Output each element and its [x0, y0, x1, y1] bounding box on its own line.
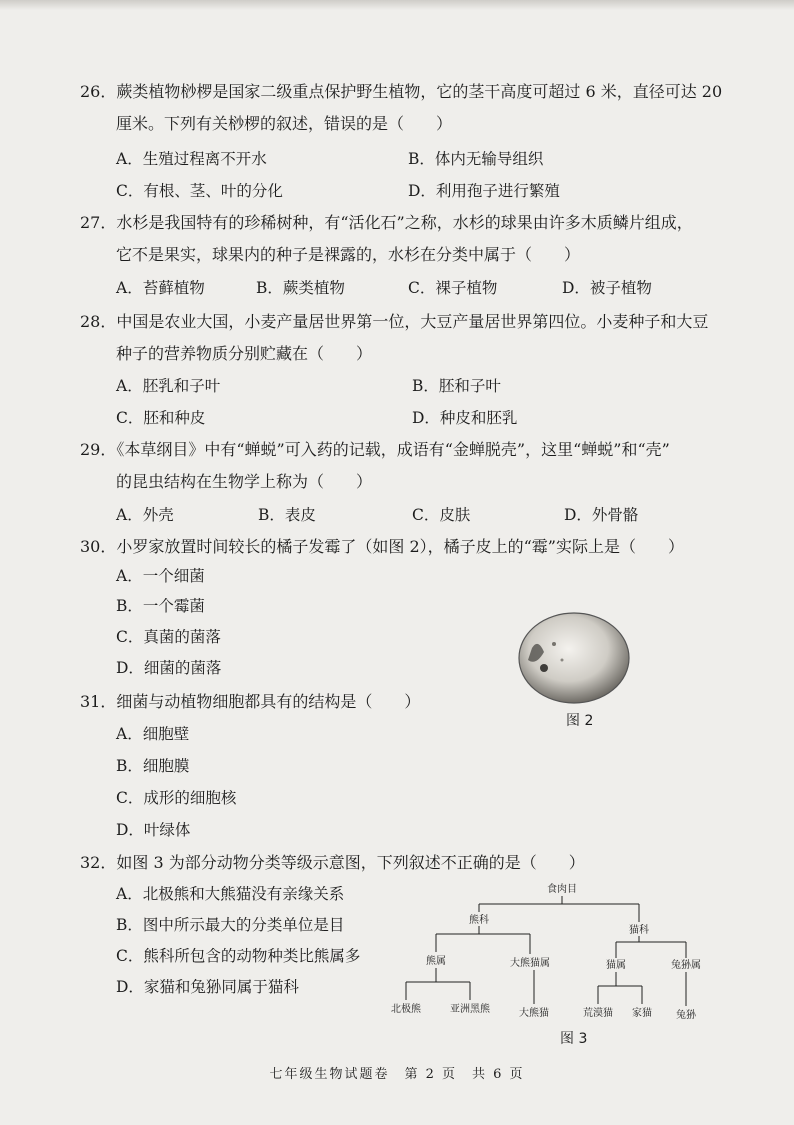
question-30-option-b: B．一个霉菌 [116, 597, 205, 615]
tree-species-asian-black-bear: 亚洲黑熊 [450, 1004, 490, 1015]
figure-3-classification-tree [384, 878, 714, 1030]
tree-species-desert-cat: 荒漠猫 [583, 1008, 613, 1019]
question-31-line-1: 31．细菌与动植物细胞都具有的结构是（ ） [80, 692, 421, 711]
question-27-option-d: D．被子植物 [562, 279, 652, 297]
question-30-option-c: C．真菌的菌落 [116, 628, 221, 646]
question-28-option-b: B．胚和子叶 [412, 377, 501, 395]
figure-3-caption: 图 3 [560, 1031, 588, 1047]
question-32-option-a: A．北极熊和大熊猫没有亲缘关系 [116, 885, 345, 903]
tree-family-bear: 熊科 [469, 915, 489, 926]
question-32-option-b: B．图中所示最大的分类单位是目 [116, 916, 345, 934]
tree-genus-cat: 猫属 [606, 960, 626, 971]
question-26-option-b: B．体内无输导组织 [408, 150, 544, 168]
question-32-line-1: 32．如图 3 为部分动物分类等级示意图，下列叙述不正确的是（ ） [80, 853, 585, 872]
scan-edge-shadow [0, 0, 794, 10]
question-26-option-a: A．生殖过程离不开水 [116, 150, 267, 168]
question-28-line-2: 种子的营养物质分别贮藏在（ ） [116, 344, 373, 363]
question-29-option-a: A．外壳 [116, 506, 174, 524]
question-26-option-d: D．利用孢子进行繁殖 [408, 182, 560, 200]
question-30-option-d: D．细菌的菌落 [116, 659, 222, 677]
question-29-option-b: B．表皮 [258, 506, 316, 524]
tree-family-cat: 猫科 [629, 925, 649, 936]
tree-species-polar-bear: 北极熊 [391, 1004, 421, 1015]
question-30-line-1: 30．小罗家放置时间较长的橘子发霉了（如图 2），橘子皮上的“霉”实际上是（ ） [80, 537, 684, 556]
question-32-option-d: D．家猫和兔狲同属于猫科 [116, 978, 299, 996]
question-31-option-d: D．叶绿体 [116, 821, 191, 839]
question-26-option-c: C．有根、茎、叶的分化 [116, 182, 283, 200]
question-28-option-a: A．胚乳和子叶 [116, 377, 221, 395]
question-26-line-1: 26．蕨类植物桫椤是国家二级重点保护野生植物，它的茎干高度可超过 6 米，直径可达 20 [80, 82, 723, 101]
question-31-option-b: B．细胞膜 [116, 757, 190, 775]
tree-genus-panda: 大熊猫属 [510, 958, 550, 969]
tree-genus-lynx: 兔狲属 [671, 960, 701, 971]
question-27-line-1: 27．水杉是我国特有的珍稀树种，有“活化石”之称，水杉的球果由许多木质鳞片组成， [80, 213, 693, 232]
tree-species-domestic-cat: 家猫 [632, 1008, 652, 1019]
question-27-option-c: C．裸子植物 [408, 279, 498, 297]
question-28-option-d: D．种皮和胚乳 [412, 409, 518, 427]
question-29-line-2: 的昆虫结构在生物学上称为（ ） [116, 472, 373, 491]
figure-2-caption: 图 2 [566, 713, 594, 729]
question-30-option-a: A．一个细菌 [116, 567, 205, 585]
page-footer: 七年级生物试题卷 第 2 页 共 6 页 [269, 1067, 525, 1082]
tree-genus-bear: 熊属 [426, 956, 446, 967]
question-27-option-b: B．蕨类植物 [256, 279, 345, 297]
question-27-line-2: 它不是果实，球果内的种子是裸露的，水杉在分类中属于（ ） [116, 245, 581, 264]
figure-2-moldy-orange [514, 608, 634, 712]
tree-order-label: 食肉目 [547, 884, 577, 895]
tree-species-pallas-cat: 兔狲 [676, 1010, 696, 1021]
question-29-option-d: D．外骨骼 [564, 506, 639, 524]
question-31-option-c: C．成形的细胞核 [116, 789, 237, 807]
question-31-option-a: A．细胞壁 [116, 725, 190, 743]
question-32-option-c: C．熊科所包含的动物种类比熊属多 [116, 947, 361, 965]
question-28-line-1: 28．中国是农业大国，小麦产量居世界第一位，大豆产量居世界第四位。小麦种子和大豆 [80, 312, 709, 331]
question-29-option-c: C．皮肤 [412, 506, 471, 524]
question-28-option-c: C．胚和种皮 [116, 409, 206, 427]
question-27-option-a: A．苔藓植物 [116, 279, 205, 297]
tree-species-giant-panda: 大熊猫 [519, 1008, 549, 1019]
question-29-line-1: 29．《本草纲目》中有“蝉蜕”可入药的记载，成语有“金蝉脱壳”，这里“蝉蜕”和“壳” [80, 440, 670, 459]
question-26-line-2: 厘米。下列有关桫椤的叙述，错误的是（ ） [116, 114, 453, 133]
